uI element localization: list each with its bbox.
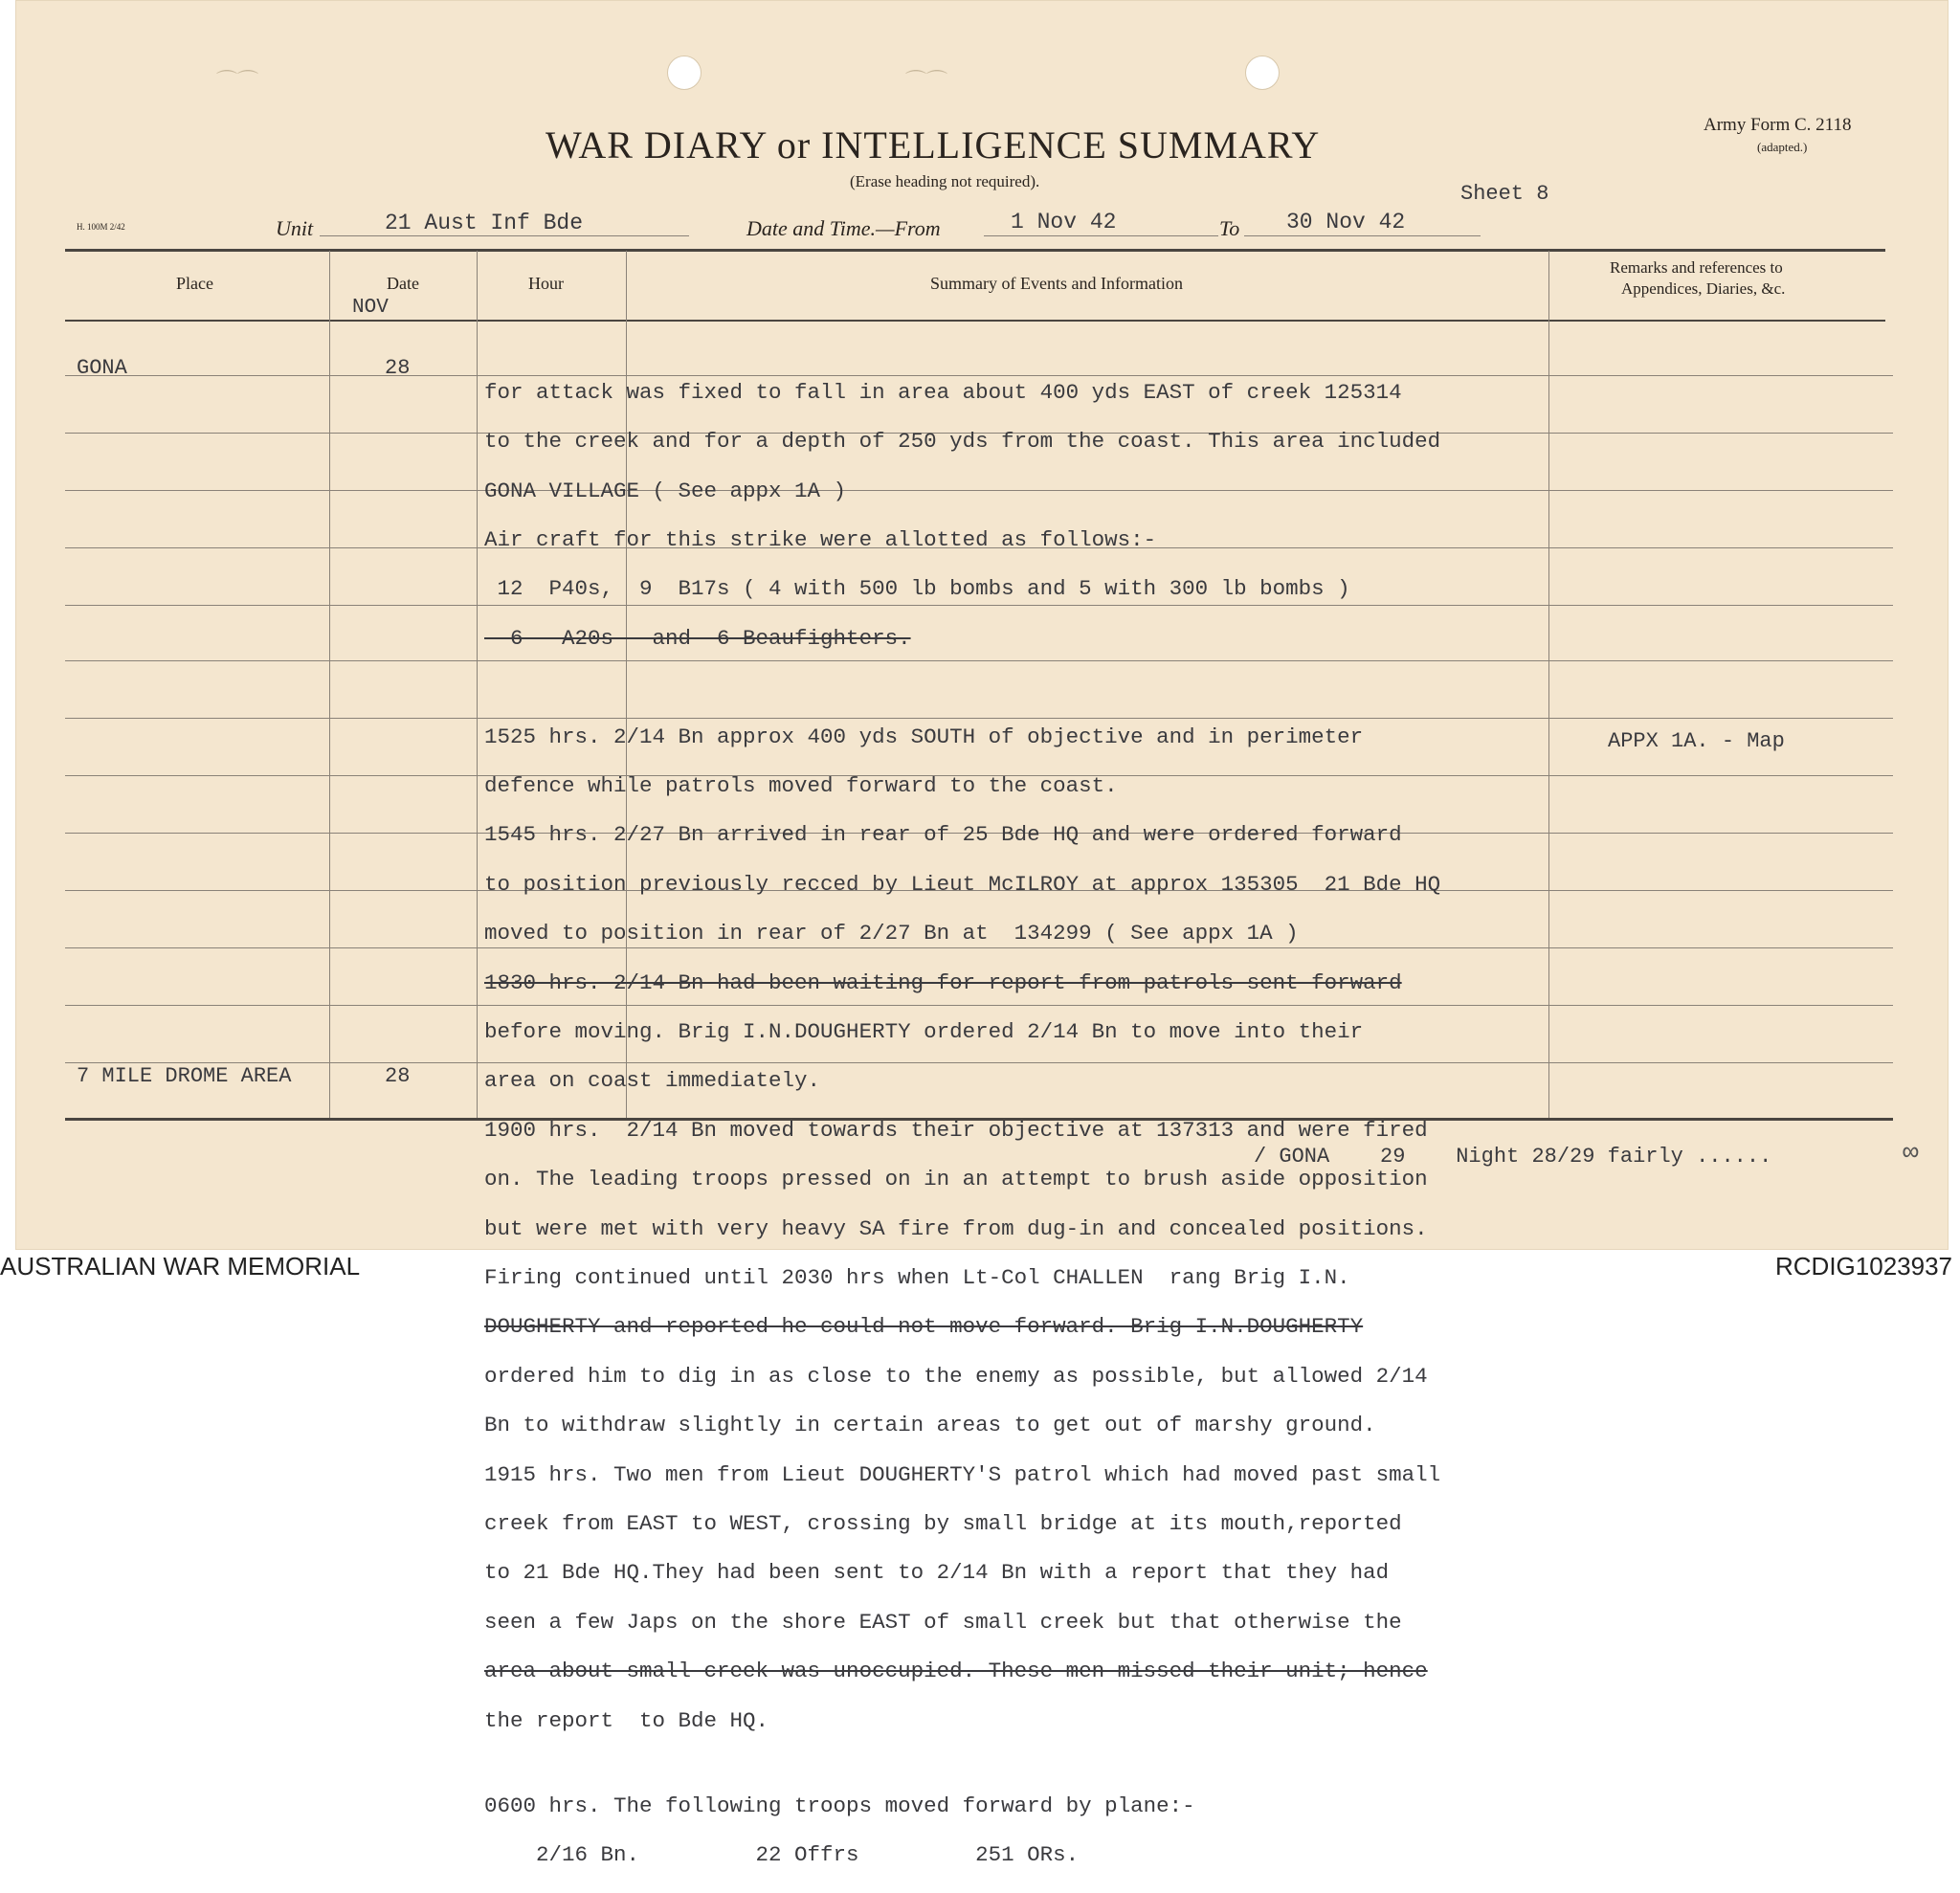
summary-line: to position previously recced by Lieut McILROY at approx 135305 21 Bde HQ [484,871,1441,897]
army-form-number: Army Form C. 2118 [1704,115,1852,135]
summary-line: DOUGHERTY and reported he could not move forward. Brig I.N.DOUGHERTY [484,1314,1364,1340]
summary-line: Bn to withdraw slightly in certain areas to get out of marshy ground. [484,1413,1376,1438]
summary-line: 12 P40s, 9 B17s ( 4 with 500 lb bombs and 5 with 300 lb bombs ) [484,576,1350,602]
staple-mark: ⌒⌒ [905,70,948,94]
summary-line: but were met with very heavy SA fire from dug-in and concealed positions. [484,1215,1428,1241]
remark-entry: APPX 1A. - Map [1608,729,1785,753]
army-form-adapted: (adapted.) [1757,140,1808,154]
col-divider-date [477,251,478,1118]
unit-underline [320,235,689,236]
to-underline [1244,235,1481,236]
unit-value: 21 Aust Inf Bde [385,211,584,235]
form-title: WAR DIARY or INTELLIGENCE SUMMARY [546,123,1321,167]
summary-line: 0600 hrs. The following troops moved forward by plane:- [484,1793,1195,1818]
summary-line: 1545 hrs. 2/27 Bn arrived in rear of 25 Bde HQ and were ordered forward [484,822,1402,848]
table-top-rule [65,249,1885,252]
col-header-hour: Hour [528,274,564,293]
summary-line: seen a few Japs on the shore EAST of small creek but that otherwise the [484,1609,1402,1635]
summary-line: to the creek and for a depth of 250 yds from the coast. This area included [484,429,1441,455]
summary-line: 6 A20s and 6 Beaufighters. [484,625,911,651]
summary-text [484,356,1440,1893]
corner-mark: ∞ [1903,1139,1919,1169]
col-header-remarks-2: Appendices, Diaries, &c. [1621,279,1786,298]
punch-hole-right [1245,56,1280,90]
sheet-number: Sheet 8 [1460,182,1549,206]
summary-line: Air craft for this strike were allotted as follows:- [484,526,1157,552]
col-divider-place [329,251,330,1118]
unit-label: Unit [276,216,314,240]
date-entry: 28 [385,356,411,380]
summary-line: 1915 hrs. Two men from Lieut DOUGHERTY'S patrol which had moved past small [484,1461,1441,1487]
summary-line: for attack was fixed to fall in area about 400 yds EAST of creek 125314 [484,379,1402,405]
summary-line: area about small creek was unoccupied. These men missed their unit; hence [484,1659,1428,1684]
col-header-remarks: Remarks and references to [1610,258,1783,277]
summary-line: area on coast immediately. [484,1068,821,1094]
summary-line: GONA VILLAGE ( See appx 1A ) [484,478,847,503]
summary-line: before moving. Brig I.N.DOUGHERTY ordered 2/14 Bn to move into their [484,1018,1364,1044]
table-header-rule [65,320,1885,322]
date-from-value: 1 Nov 42 [1011,210,1117,234]
summary-line: 2/16 Bn. 22 Offrs 251 ORs. [484,1842,1080,1868]
summary-line: 1900 hrs. 2/14 Bn moved towards their objective at 137313 and were fired [484,1117,1428,1143]
date-to-value: 30 Nov 42 [1286,210,1406,234]
date-from-label: Date and Time.—From [746,216,941,240]
staple-mark: ⌒⌒ [216,70,259,94]
place-entry: GONA [77,356,127,380]
summary-line: Firing continued until 2030 hrs when Lt-Col CHALLEN rang Brig I.N. [484,1265,1350,1290]
summary-line: 1830 hrs. 2/14 Bn had been waiting for report from patrols sent forward [484,969,1402,995]
summary-line: on. The leading troops pressed on in an attempt to brush aside opposition [484,1167,1428,1192]
col-divider-summary [1548,251,1549,1118]
summary-line: creek from EAST to WEST, crossing by small bridge at its mouth,reported [484,1511,1402,1537]
form-subtitle: (Erase heading not required). [850,172,1040,190]
col-header-place: Place [176,274,213,293]
summary-line: defence while patrols moved forward to the coast. [484,772,1118,798]
summary-line: the report to Bde HQ. [484,1707,769,1733]
date-entry: 28 [385,1064,411,1088]
footer-id: RCDIG1023937 [1775,1252,1952,1281]
date-to-label: To [1219,216,1240,240]
summary-line: 1525 hrs. 2/14 Bn approx 400 yds SOUTH of objective and in perimeter [484,724,1364,749]
place-entry: 7 MILE DROME AREA [77,1064,292,1088]
from-underline [984,235,1218,236]
summary-line: to 21 Bde HQ.They had been sent to 2/14 Bn with a report that they had [484,1560,1390,1586]
punch-hole-left [667,56,702,90]
col-header-date: Date [387,274,419,293]
summary-line: ordered him to dig in as close to the enemy as possible, but allowed 2/14 [484,1363,1428,1389]
footer-credit: AUSTRALIAN WAR MEMORIAL [0,1252,361,1281]
col-header-month: NOV [352,297,389,319]
print-code: H. 100M 2/42 [77,222,125,232]
continuation-note: / GONA 29 Night 28/29 fairly ...... [1254,1145,1772,1169]
col-header-summary: Summary of Events and Information [930,274,1183,293]
summary-line: moved to position in rear of 2/27 Bn at 134299 ( See appx 1A ) [484,921,1299,946]
